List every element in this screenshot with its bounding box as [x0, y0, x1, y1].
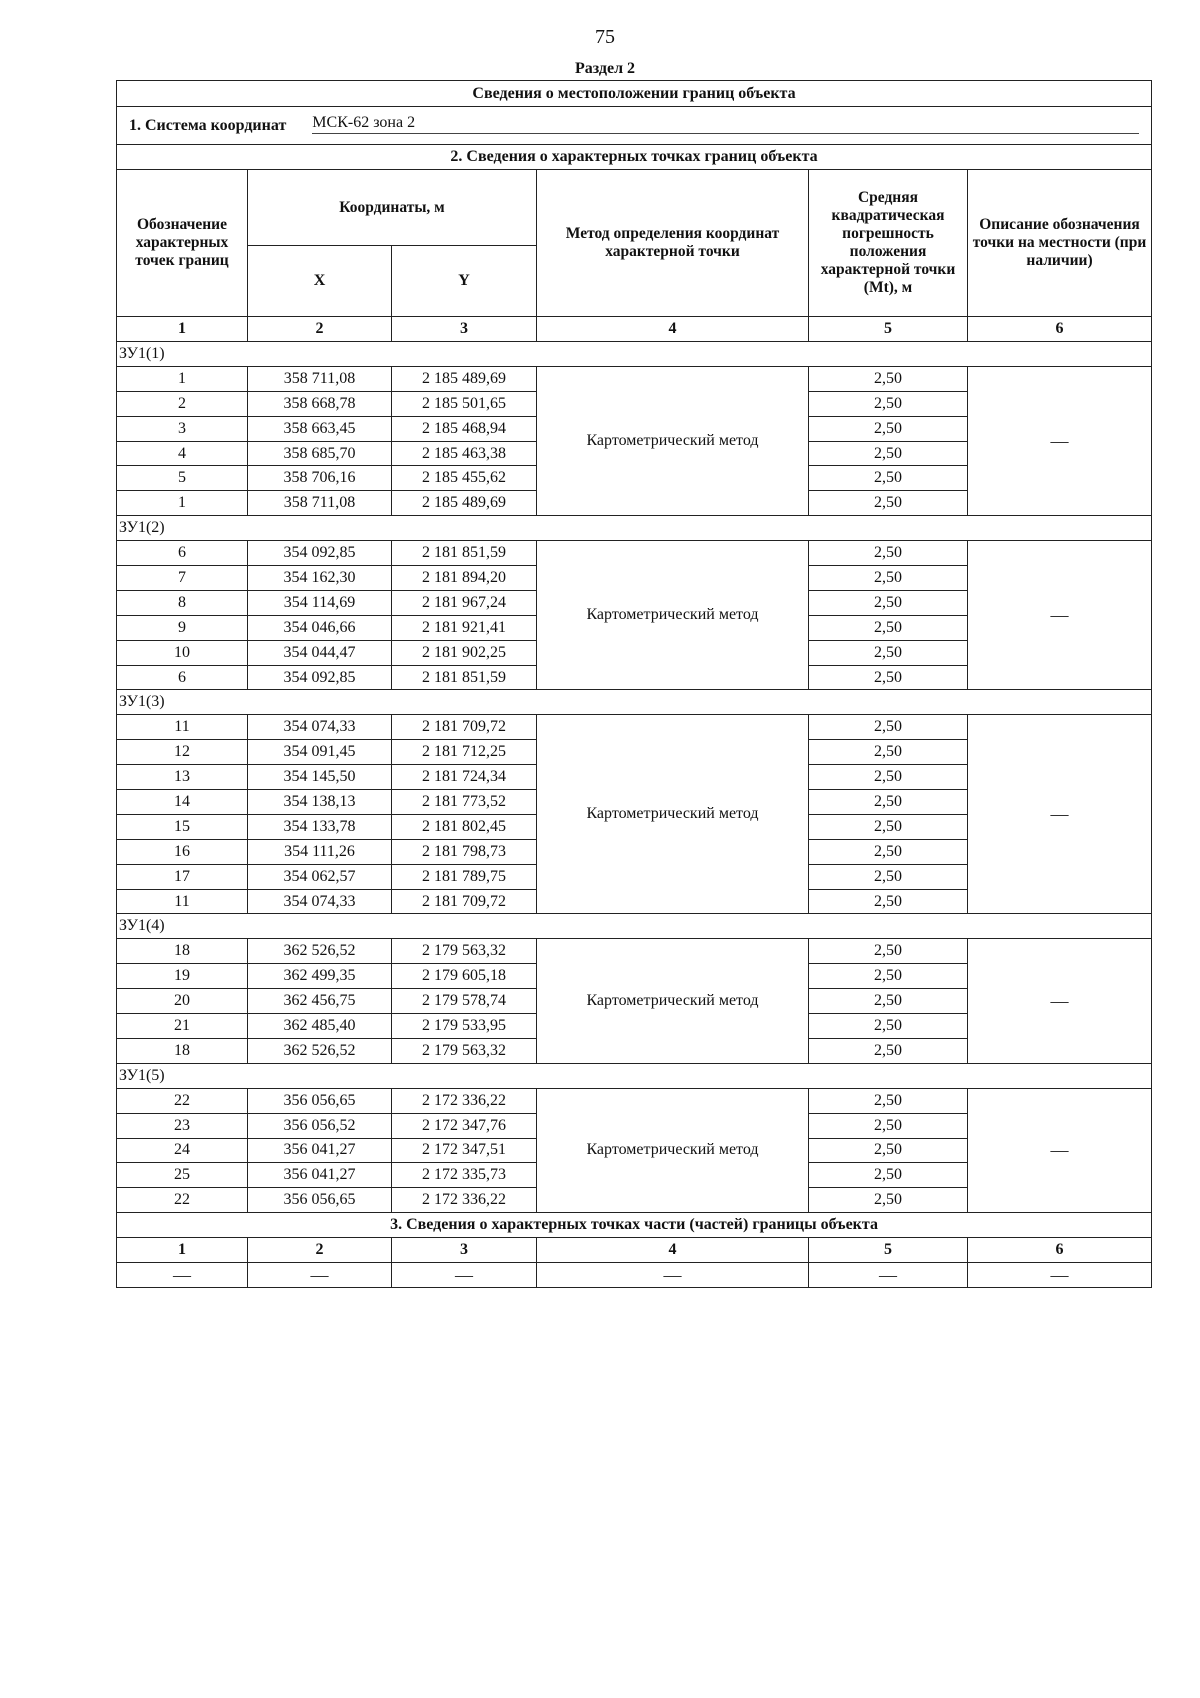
point-number: 8 [117, 590, 248, 615]
coord-y: 2 185 463,38 [392, 441, 537, 466]
coord-y: 2 181 709,72 [392, 715, 537, 740]
coord-y: 2 185 489,69 [392, 491, 537, 516]
coord-x: 354 092,85 [248, 665, 392, 690]
group-header-row [117, 1063, 1152, 1088]
points-section-title: 2. Сведения о характерных точках границ объекта [117, 145, 1152, 170]
group-name: ЗУ1(3) [117, 690, 1152, 715]
coord-x: 358 685,70 [248, 441, 392, 466]
error-value: 2,50 [809, 541, 968, 566]
error-value: 2,50 [809, 740, 968, 765]
error-value: 2,50 [809, 466, 968, 491]
coord-y: 2 179 578,74 [392, 989, 537, 1014]
coord-x: 354 138,13 [248, 790, 392, 815]
header-description: Описание обозначения точки на местности (при наличии) [968, 170, 1152, 317]
coord-y: 2 185 501,65 [392, 391, 537, 416]
coord-x: 356 056,52 [248, 1113, 392, 1138]
error-value: 2,50 [809, 391, 968, 416]
parts-cell: — [117, 1263, 248, 1288]
group-header-row [117, 516, 1152, 541]
coord-x: 358 706,16 [248, 466, 392, 491]
description-cell: — [968, 939, 1152, 1063]
error-value: 2,50 [809, 814, 968, 839]
error-value: 2,50 [809, 989, 968, 1014]
point-number: 17 [117, 864, 248, 889]
group-header-row [117, 342, 1152, 367]
point-number: 3 [117, 416, 248, 441]
coord-x: 362 526,52 [248, 939, 392, 964]
point-number: 22 [117, 1188, 248, 1213]
coord-y: 2 181 724,34 [392, 765, 537, 790]
error-value: 2,50 [809, 590, 968, 615]
error-value: 2,50 [809, 715, 968, 740]
coord-x: 354 046,66 [248, 615, 392, 640]
column-number: 4 [537, 317, 809, 342]
point-number: 5 [117, 466, 248, 491]
coord-x: 354 044,47 [248, 640, 392, 665]
coord-y: 2 172 347,51 [392, 1138, 537, 1163]
group-header-row [117, 690, 1152, 715]
coord-y: 2 179 563,32 [392, 1038, 537, 1063]
coord-x: 354 114,69 [248, 590, 392, 615]
table-row [117, 366, 1152, 391]
coordinate-system-cell [117, 107, 1152, 145]
error-value: 2,50 [809, 1113, 968, 1138]
coord-x: 356 041,27 [248, 1138, 392, 1163]
column-number: 5 [809, 317, 968, 342]
coord-y: 2 172 336,22 [392, 1088, 537, 1113]
column-number: 3 [392, 1238, 537, 1263]
error-value: 2,50 [809, 1014, 968, 1039]
error-value: 2,50 [809, 1163, 968, 1188]
coord-y: 2 179 605,18 [392, 964, 537, 989]
point-number: 11 [117, 889, 248, 914]
table-row [117, 715, 1152, 740]
header-designation: Обозначение характерных точек границ [117, 170, 248, 317]
coord-x: 362 485,40 [248, 1014, 392, 1039]
error-value: 2,50 [809, 864, 968, 889]
header-y: Y [392, 246, 537, 317]
coord-y: 2 181 894,20 [392, 566, 537, 591]
point-number: 19 [117, 964, 248, 989]
method-cell: Картометрический метод [537, 541, 809, 690]
column-number: 1 [117, 317, 248, 342]
group-name: ЗУ1(5) [117, 1063, 1152, 1088]
column-number: 3 [392, 317, 537, 342]
parts-cell: — [809, 1263, 968, 1288]
method-cell: Картометрический метод [537, 1088, 809, 1212]
group-name: ЗУ1(4) [117, 914, 1152, 939]
coord-x: 354 091,45 [248, 740, 392, 765]
point-number: 23 [117, 1113, 248, 1138]
error-value: 2,50 [809, 441, 968, 466]
coord-x: 354 074,33 [248, 889, 392, 914]
table-title: Сведения о местоположении границ объекта [117, 81, 1152, 107]
error-value: 2,50 [809, 839, 968, 864]
header-method: Метод определения координат характерной точки [537, 170, 809, 317]
column-number: 2 [248, 1238, 392, 1263]
description-cell: — [968, 715, 1152, 914]
table-row [117, 541, 1152, 566]
table-row [117, 1088, 1152, 1113]
column-number: 4 [537, 1238, 809, 1263]
header-error: Средняя квадратическая погрешность положения характерной точки (Mt), м [809, 170, 968, 317]
column-number: 6 [968, 317, 1152, 342]
error-value: 2,50 [809, 964, 968, 989]
coord-x: 358 663,45 [248, 416, 392, 441]
point-number: 6 [117, 665, 248, 690]
error-value: 2,50 [809, 615, 968, 640]
point-number: 1 [117, 366, 248, 391]
coord-x: 354 092,85 [248, 541, 392, 566]
error-value: 2,50 [809, 889, 968, 914]
point-number: 7 [117, 566, 248, 591]
coord-x: 354 111,26 [248, 839, 392, 864]
parts-row [117, 1263, 1152, 1288]
coord-y: 2 185 455,62 [392, 466, 537, 491]
point-number: 11 [117, 715, 248, 740]
point-number: 22 [117, 1088, 248, 1113]
coord-y: 2 172 336,22 [392, 1188, 537, 1213]
column-number: 1 [117, 1238, 248, 1263]
coord-y: 2 181 921,41 [392, 615, 537, 640]
error-value: 2,50 [809, 366, 968, 391]
description-cell: — [968, 366, 1152, 515]
parts-cell: — [248, 1263, 392, 1288]
point-number: 9 [117, 615, 248, 640]
error-value: 2,50 [809, 939, 968, 964]
point-number: 18 [117, 939, 248, 964]
coord-x: 362 499,35 [248, 964, 392, 989]
coord-y: 2 172 347,76 [392, 1113, 537, 1138]
coordinate-system-underline [312, 114, 1139, 134]
page-number: 75 [595, 26, 615, 48]
coord-x: 358 711,08 [248, 491, 392, 516]
error-value: 2,50 [809, 790, 968, 815]
point-number: 21 [117, 1014, 248, 1039]
coord-x: 354 145,50 [248, 765, 392, 790]
description-cell: — [968, 541, 1152, 690]
column-number: 5 [809, 1238, 968, 1263]
coord-x: 354 062,57 [248, 864, 392, 889]
point-number: 20 [117, 989, 248, 1014]
parts-column-numbers-row [117, 1238, 1152, 1263]
coord-x: 358 668,78 [248, 391, 392, 416]
coord-y: 2 181 789,75 [392, 864, 537, 889]
column-numbers-row [117, 317, 1152, 342]
coord-x: 356 056,65 [248, 1188, 392, 1213]
error-value: 2,50 [809, 1038, 968, 1063]
coord-x: 362 526,52 [248, 1038, 392, 1063]
group-header-row [117, 914, 1152, 939]
parts-cell: — [392, 1263, 537, 1288]
coord-x: 362 456,75 [248, 989, 392, 1014]
error-value: 2,50 [809, 1088, 968, 1113]
coord-x: 356 056,65 [248, 1088, 392, 1113]
coord-y: 2 181 902,25 [392, 640, 537, 665]
coord-x: 358 711,08 [248, 366, 392, 391]
point-number: 4 [117, 441, 248, 466]
error-value: 2,50 [809, 665, 968, 690]
point-number: 6 [117, 541, 248, 566]
point-number: 15 [117, 814, 248, 839]
coord-x: 354 133,78 [248, 814, 392, 839]
parts-section-title: 3. Сведения о характерных точках части (частей) границы объекта [117, 1213, 1152, 1238]
column-number: 2 [248, 317, 392, 342]
description-cell: — [968, 1088, 1152, 1212]
header-x: X [248, 246, 392, 317]
coord-y: 2 181 802,45 [392, 814, 537, 839]
point-number: 16 [117, 839, 248, 864]
coord-y: 2 185 489,69 [392, 366, 537, 391]
coord-x: 354 162,30 [248, 566, 392, 591]
point-number: 24 [117, 1138, 248, 1163]
point-number: 2 [117, 391, 248, 416]
error-value: 2,50 [809, 765, 968, 790]
section-title: Раздел 2 [574, 60, 636, 77]
error-value: 2,50 [809, 491, 968, 516]
coord-y: 2 185 468,94 [392, 416, 537, 441]
point-number: 12 [117, 740, 248, 765]
point-number: 14 [117, 790, 248, 815]
coordinate-system-value: МСК-62 зона 2 [312, 114, 416, 131]
point-number: 18 [117, 1038, 248, 1063]
parts-cell: — [968, 1263, 1152, 1288]
method-cell: Картометрический метод [537, 715, 809, 914]
boundary-table [116, 80, 1152, 1288]
coord-y: 2 181 709,72 [392, 889, 537, 914]
column-number: 6 [968, 1238, 1152, 1263]
coord-y: 2 181 773,52 [392, 790, 537, 815]
error-value: 2,50 [809, 1138, 968, 1163]
point-number: 10 [117, 640, 248, 665]
coord-x: 354 074,33 [248, 715, 392, 740]
error-value: 2,50 [809, 416, 968, 441]
coord-x: 356 041,27 [248, 1163, 392, 1188]
coord-y: 2 179 563,32 [392, 939, 537, 964]
method-cell: Картометрический метод [537, 939, 809, 1063]
coord-y: 2 172 335,73 [392, 1163, 537, 1188]
parts-cell: — [537, 1263, 809, 1288]
method-cell: Картометрический метод [537, 366, 809, 515]
point-number: 13 [117, 765, 248, 790]
point-number: 1 [117, 491, 248, 516]
header-coordinates: Координаты, м [248, 170, 537, 246]
error-value: 2,50 [809, 566, 968, 591]
error-value: 2,50 [809, 1188, 968, 1213]
coord-y: 2 181 851,59 [392, 541, 537, 566]
point-number: 25 [117, 1163, 248, 1188]
coord-y: 2 181 851,59 [392, 665, 537, 690]
error-value: 2,50 [809, 640, 968, 665]
group-name: ЗУ1(1) [117, 342, 1152, 367]
coord-y: 2 179 533,95 [392, 1014, 537, 1039]
coord-y: 2 181 967,24 [392, 590, 537, 615]
group-name: ЗУ1(2) [117, 516, 1152, 541]
table-row [117, 939, 1152, 964]
coord-y: 2 181 712,25 [392, 740, 537, 765]
coordinate-system-label: 1. Система координат [129, 116, 287, 134]
coord-y: 2 181 798,73 [392, 839, 537, 864]
